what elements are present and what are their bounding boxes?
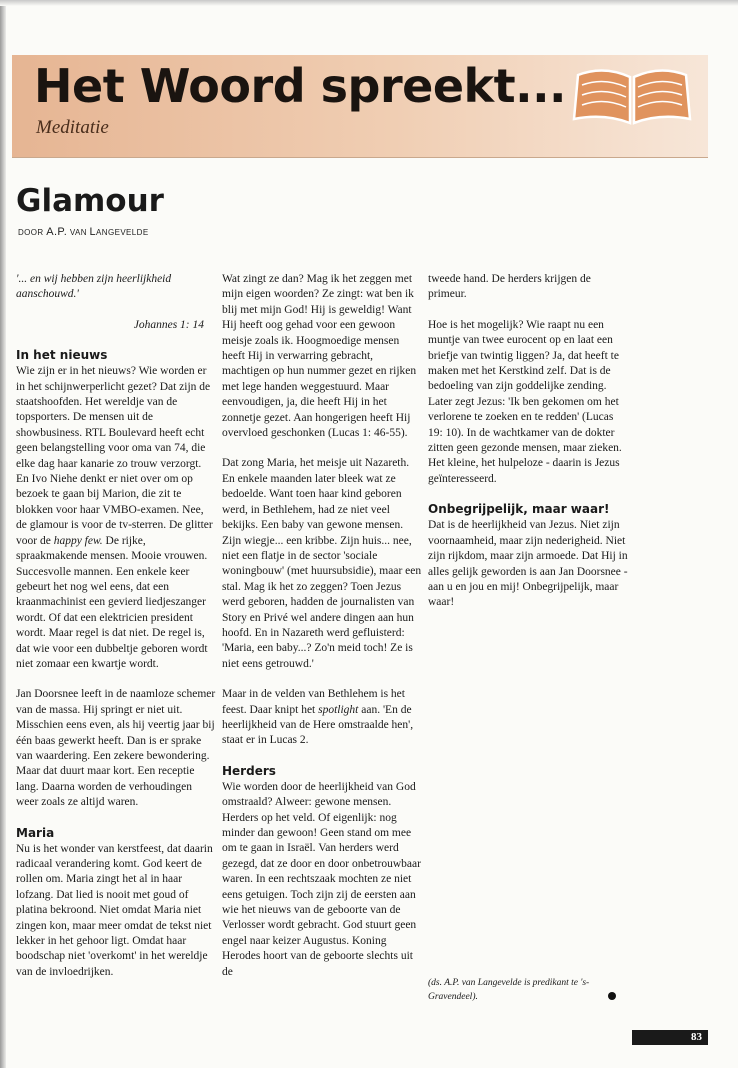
page-number: 83 xyxy=(691,1031,702,1043)
paragraph: Wat zingt ze dan? Mag ik het zeggen met mijn eigen woorden? Ze zingt: wat ben ik blij met mijn God! Hij is geweldig! Want Hij heeft oog gehad voor een gewoon meisje zoals ik. Hoogmoedige mensen heeft Hij in verwarring gebracht, machtigen op hun nummer gezet en rijken met lege handen weggestuurd. Maar eenvoudigen, ja, die heeft Hij in het zonnetje gezet. Aan hongerigen heeft Hij overvloed geschonken (Lucas 1: 46-55). xyxy=(222,273,417,440)
heading-onbegrijpelijk: Onbegrijpelijk, maar waar! xyxy=(428,502,610,517)
section-banner xyxy=(12,55,708,158)
section-subtitle: Meditatie xyxy=(36,117,109,138)
page-number-bar xyxy=(632,1030,708,1045)
paragraph: Nu is het wonder van kerstfeest, dat daarin radicaal verandering komt. God keert de rollen om. Maria zingt het al in haar lofzang. Dat lied is nooit met goud of platina bekroond. Niet omdat Maria niet zingen kon, maar meer omdat de tekst niet lekker in het gehoor ligt. Omdat haar boodschap niet 'overkomt' in het wereldje van de invloedrijken. xyxy=(16,842,213,978)
article-title: Glamour xyxy=(16,183,164,219)
page-top-shadow xyxy=(0,0,738,6)
epigraph-reference: Johannes 1: 14 xyxy=(133,318,204,331)
paragraph: Hoe is het mogelijk? Wie raapt nu een muntje van twee eurocent op en laat een briefje van twintig liggen? Ja, dat heeft te maken met het Kerstkind zelf. Dat is de bedoeling van zijn goddelijke zending. Later zegt Jezus: 'Ik ben gekomen om het verlorene te zoeken en te redden' (Lucas 19: 10). In de wachtkamer van de dokter zitten geen gezonde mensen, maar zieken. Het kleine, het hulpeloze - daarin is Jezus geïnteresseerd. xyxy=(428,318,622,485)
article-column-2 xyxy=(222,272,422,995)
paragraph: Wie worden door de heerlijkheid van God omstraald? Alweer: gewone mensen. Herders op het veld. Of eigenlijk: nog minder dan gewoon! Geen stand om mee om te gaan in Israël. Van herders werd gezegd, dat ze door en door onbetrouwbaar waren. In een rechtszaak mochten ze niet eens getuigen. Toch zijn zij de eersten aan wie het nieuws van de geboorte van de Verlosser wordt gebracht. God stuurt geen engel naar keizer Augustus. Koning Herodes hoort van de geboorte slechts uit de xyxy=(222,780,421,978)
paragraph: Wie zijn er in het nieuws? Wie worden er in het schijnwerperlicht gezet? Dat zijn de staatshoofden. Het wereldje van de topsporters. De mensen uit de showbusiness. RTL Boulevard heeft echt geen belangstelling voor oma van 74, die elke dag haar kanarie zo trouw verzorgt. En Ivo Niehe denkt er niet over om op bezoek te gaan bij Marion, die zit te blokken voor haar VMBO-examen. Nee, de glamour is voor de tv-sterren. De glitter voor de happy few. De rijke, spraakmakende mensen. Mooie vrouwen. Succesvolle mannen. Een enkele keer gebeurt het nog wel eens, dat een kraanmachinist een gevierd liedjeszanger wordt. Of dat een elektricien president wordt. Maar regel is dat niet. De regel is, dat wie voor een dubbeltje geboren wordt niet zomaar een kwartje wordt. xyxy=(16,365,213,670)
author-footnote: (ds. A.P. van Langevelde is predikant te 's-Gravendeel). xyxy=(428,978,590,1002)
heading-herders: Herders xyxy=(222,763,276,778)
paragraph: Dat zong Maria, het meisje uit Nazareth. En enkele maanden later bleek wat ze bedoelde. Want toen haar kind geboren werd, in Bethlehem, had ze niet veel bekijks. Een baby van gewone mensen. Zijn wiegje... een kribbe. Zijn huis... nee, niet een flatje in de sector 'sociale woningbouw' (met huursubsidie), maar een stal. Mag ik het zo zeggen? Toen Jezus werd geboren, hadden de journalisten van Story en Privé wel andere dingen aan hun hoofd. En in Nazareth werd gefluisterd: 'Maria, een baby...? Zo'n meid toch! Ze is niet eens getrouwd.' xyxy=(222,457,422,670)
banner-divider xyxy=(12,157,708,158)
open-book-icon xyxy=(568,61,696,127)
end-mark-bullet xyxy=(608,992,616,1000)
paragraph: Dat is de heerlijkheid van Jezus. Niet zijn voornaamheid, maar zijn nederigheid. Niet zijn rijkdom, maar zijn armoede. Dat Hij in alles gelijk geworden is aan Jan Doorsnee - aan u en jou en mij! Onbegrijpelijk, maar waar! xyxy=(428,519,628,609)
article-column-3 xyxy=(428,272,628,626)
paragraph: tweede hand. De herders krijgen de primeur. xyxy=(428,273,591,301)
page-edge-shadow xyxy=(0,0,6,1068)
paragraph: Maar in de velden van Bethlehem is het feest. Daar knipt het spotlight aan. 'En de heerlijkheid van de Here omstraalde hen', staat er in Lucas 2. xyxy=(222,688,414,747)
section-title: Het Woord spreekt... xyxy=(34,59,567,113)
paragraph: Jan Doorsnee leeft in de naamloze schemer van de massa. Hij springt er niet uit. Misschien eens even, als hij veertig jaar bij één baas gewerkt heeft. Dan is er sprake van waardering. Een zekere bewondering. Maar dat duurt maar kort. Een receptie lang. Daarna worden de verhoudingen weer zoals ze altijd waren. xyxy=(16,688,216,809)
article-column-1 xyxy=(16,272,216,995)
heading-maria: Maria xyxy=(16,825,55,840)
byline: DOOR A.P. VAN LANGEVELDE xyxy=(18,226,149,238)
epigraph-quote: '... en wij hebben zijn heerlijkheid aanschouwd.' xyxy=(16,273,172,301)
heading-in-het-nieuws: In het nieuws xyxy=(16,348,108,363)
